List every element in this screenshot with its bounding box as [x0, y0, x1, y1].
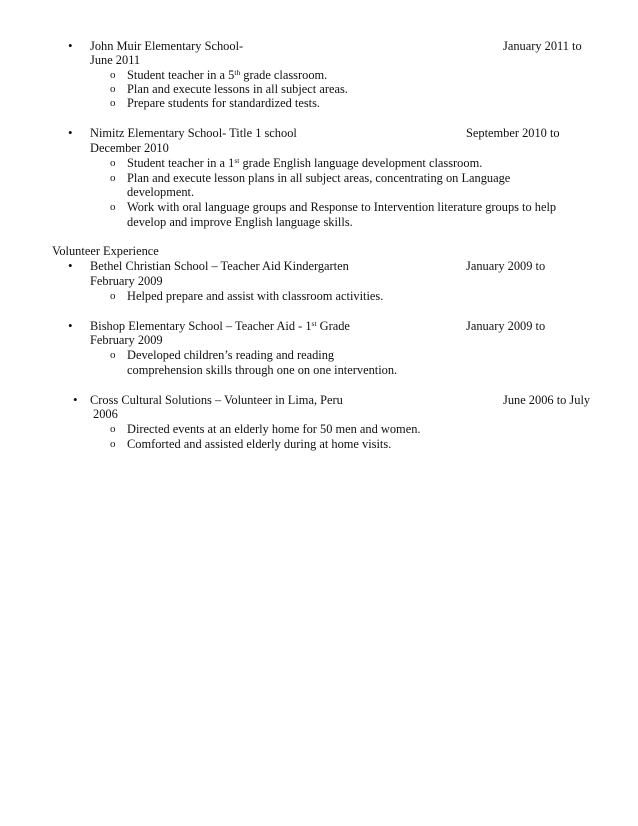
entry-title: Bishop Elementary School – Teacher Aid - 1st Grade — [90, 319, 350, 333]
list-item: Comforted and assisted elderly during at home visits. — [127, 437, 392, 451]
sub-bullet-icon: o — [110, 438, 116, 450]
entry-dates-start: June 2006 to July — [503, 393, 591, 407]
entry-dates-start: January 2009 to — [466, 259, 546, 273]
entry-title: Bethel Christian School – Teacher Aid Kindergarten — [90, 259, 349, 273]
entry-dates-end: December 2010 — [90, 141, 169, 155]
sub-bullet-icon: o — [110, 97, 116, 109]
sub-bullet-icon: o — [110, 349, 116, 361]
sub-bullet-icon: o — [110, 157, 116, 169]
list-item: Helped prepare and assist with classroom activities. — [127, 289, 384, 303]
entry-dates-start: September 2010 to — [466, 126, 560, 140]
bullet-icon: • — [68, 318, 73, 333]
entry-dates-end: 2006 — [93, 407, 118, 421]
entry-dates-end: June 2011 — [90, 53, 141, 67]
bullet-icon: • — [73, 392, 78, 407]
list-item: Developed children’s reading and reading — [127, 348, 335, 362]
list-item-continuation: develop and improve English language skills. — [127, 215, 353, 229]
bullet-icon: • — [68, 38, 73, 53]
bullet-icon: • — [68, 258, 73, 273]
entry-dates-start: January 2011 to — [503, 39, 582, 53]
list-item: Work with oral language groups and Response to Intervention literature groups to help — [127, 200, 557, 214]
entry-dates-end: February 2009 — [90, 333, 163, 347]
section-heading: Volunteer Experience — [52, 244, 159, 258]
entry-dates-end: February 2009 — [90, 274, 163, 288]
sub-bullet-icon: o — [110, 290, 116, 302]
list-item-continuation: development. — [127, 185, 195, 199]
entry-title: Nimitz Elementary School- Title 1 school — [90, 126, 297, 140]
sub-bullet-icon: o — [110, 172, 116, 184]
list-item: Plan and execute lesson plans in all subject areas, concentrating on Language — [127, 171, 511, 185]
list-item: Plan and execute lessons in all subject areas. — [127, 82, 348, 96]
entry-dates-start: January 2009 to — [466, 319, 546, 333]
list-item: Student teacher in a 1st grade English language development classroom. — [127, 156, 483, 170]
sub-bullet-icon: o — [110, 423, 116, 435]
entry-title: Cross Cultural Solutions – Volunteer in Lima, Peru — [90, 393, 343, 407]
bullet-icon: • — [68, 125, 73, 140]
list-item: Directed events at an elderly home for 50 men and women. — [127, 422, 421, 436]
list-item: Prepare students for standardized tests. — [127, 96, 321, 110]
list-item: Student teacher in a 5th grade classroom. — [127, 68, 328, 82]
sub-bullet-icon: o — [110, 83, 116, 95]
entry-title: John Muir Elementary School- — [90, 39, 244, 53]
sub-bullet-icon: o — [110, 201, 116, 213]
list-item-continuation: comprehension skills through one on one intervention. — [127, 363, 398, 377]
sub-bullet-icon: o — [110, 69, 116, 81]
